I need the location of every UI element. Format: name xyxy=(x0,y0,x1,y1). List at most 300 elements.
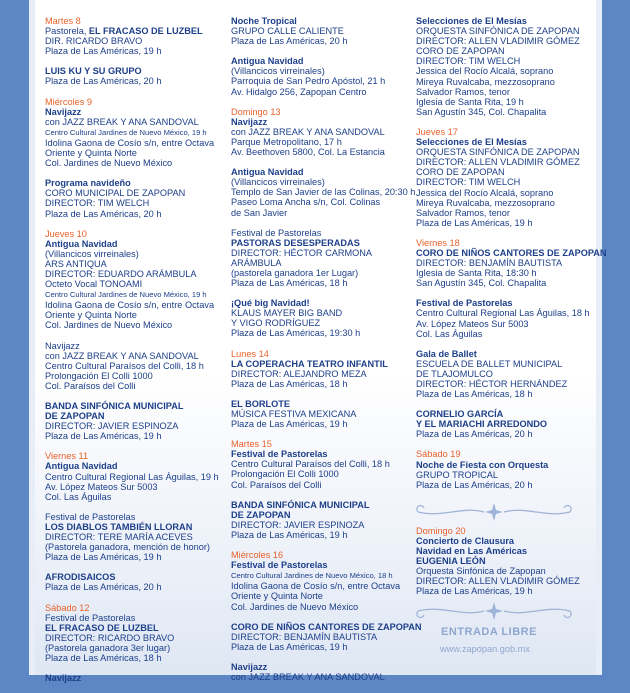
event-detail: ARS ANTIQUA xyxy=(45,258,107,269)
event-line xyxy=(231,258,413,268)
event-detail: Plaza de Las Américas, 19 h xyxy=(416,586,533,597)
event-detail: CORO DE ZAPOPAN xyxy=(416,46,505,57)
event-detail: CORO DE ZAPOPAN xyxy=(416,167,505,178)
website-link[interactable]: www.zapopan.gob.mx xyxy=(440,643,530,654)
event-line xyxy=(416,278,596,288)
event-line xyxy=(416,147,596,157)
event-line xyxy=(416,107,596,117)
event-line xyxy=(231,76,413,86)
event-line xyxy=(45,341,225,351)
event-detail: DIRECTOR: EDUARDO ARÁMBULA xyxy=(45,268,197,279)
event-title: Noche de Fiesta con Orquesta xyxy=(416,459,549,470)
event-detail: GRUPO TROPICAL xyxy=(416,469,499,480)
event-title: Antigua Navidad xyxy=(45,238,118,249)
event-detail: Plaza de Las Américas, 20 h xyxy=(231,36,348,47)
event-line xyxy=(231,672,413,682)
event-detail: Prolongación El Colli 1000 xyxy=(231,469,339,480)
date-text: Sábado 19 xyxy=(416,449,461,460)
event-title: Concierto de Clausura xyxy=(416,535,515,546)
event-line xyxy=(416,188,596,198)
event-line xyxy=(416,268,596,278)
event-block xyxy=(416,237,607,289)
event-line xyxy=(416,576,596,586)
event-detail: Plaza de Las Américas, 18 h xyxy=(45,652,162,663)
event-line xyxy=(45,209,225,219)
event-title: Antigua Navidad xyxy=(231,56,304,67)
event-detail: DE TLAJOMULCO xyxy=(416,368,493,379)
event-detail: Jessica del Rocío Alcalá, soprano xyxy=(416,66,554,77)
event-title: Festival de Pastorelas xyxy=(231,560,328,571)
event-detail: Col. Jardines de Nuevo México xyxy=(45,158,173,169)
event-detail: con JAZZ BREAK Y ANA SANDOVAL xyxy=(45,116,199,127)
event-block xyxy=(45,16,225,56)
event-line xyxy=(45,138,225,148)
event-title: CORO DE NIÑOS CANTORES DE ZAPOPAN xyxy=(416,247,607,258)
event-line xyxy=(45,431,225,441)
closing-event xyxy=(416,526,596,597)
event-date xyxy=(416,526,596,536)
event-detail: DIRECTOR: HÉCTOR HERNÁNDEZ xyxy=(416,379,568,389)
event-detail: Plaza de Las Américas, 20 h xyxy=(45,582,162,593)
event-block xyxy=(45,401,225,441)
event-detail: Mireya Ruvalcaba, mezzosoprano xyxy=(416,76,555,87)
event-title: Gala de Ballet xyxy=(416,348,477,359)
event-title: Festival de Pastorelas xyxy=(231,449,328,460)
event-title: BANDA SINFÓNICA MUNICIPAL xyxy=(231,499,370,510)
event-line xyxy=(416,566,596,576)
event-line xyxy=(45,633,225,643)
event-line xyxy=(416,379,596,389)
event-line xyxy=(416,556,596,566)
event-detail: DIRECTOR: TIM WELCH xyxy=(416,56,521,67)
event-line xyxy=(45,552,225,562)
event-line xyxy=(416,308,596,318)
event-line xyxy=(416,137,596,147)
event-line xyxy=(45,26,225,36)
event-line xyxy=(45,482,225,492)
event-detail: Plaza de Las Américas, 19 h xyxy=(231,419,348,430)
event-line xyxy=(416,546,596,556)
event-line xyxy=(416,66,596,76)
event-detail: ORQUESTA SINFÓNICA DE ZAPOPAN xyxy=(416,26,580,37)
event-line xyxy=(231,318,413,328)
event-line xyxy=(231,632,413,642)
event-line xyxy=(416,218,596,228)
event-detail: (Pastorela ganadora 3er lugar) xyxy=(45,642,171,653)
event-line xyxy=(416,258,596,268)
event-line xyxy=(231,228,413,238)
event-line xyxy=(231,268,413,278)
event-detail: DIRECTOR: BENJAMÍN BAUTISTA xyxy=(416,258,563,269)
event-detail: (Villancicos virreinales) xyxy=(231,66,325,77)
event-detail: Oriente y Quinta Norte xyxy=(45,148,137,159)
event-detail: (Villancicos virreinales) xyxy=(45,248,139,259)
event-detail: DIRECTOR: TIM WELCH xyxy=(45,198,150,209)
event-line xyxy=(416,298,596,308)
event-detail: Av. Beethoven 5800, Col. La Estancia xyxy=(231,147,385,158)
event-detail: Centro Cultural Regional Las Águilas, 18 h xyxy=(416,308,590,319)
event-detail: Pastorela, xyxy=(45,26,89,37)
event-line xyxy=(45,623,225,633)
event-line xyxy=(45,148,225,158)
event-line xyxy=(416,349,596,359)
event-line xyxy=(231,127,413,137)
event-line xyxy=(45,239,225,249)
event-line xyxy=(416,36,596,46)
event-line xyxy=(231,369,413,379)
event-line xyxy=(45,279,225,289)
event-detail: Col. Paraísos del Colli xyxy=(231,479,322,490)
event-line xyxy=(231,581,413,591)
event-detail: Y VIGO RODRÍGUEZ xyxy=(231,318,321,329)
event-date xyxy=(416,238,596,248)
event-line xyxy=(231,16,413,26)
event-block xyxy=(45,97,225,169)
event-detail: DIRECTOR: BENJAMÍN BAUTISTA xyxy=(231,631,378,642)
event-block xyxy=(45,229,225,331)
event-detail: Templo de San Javier de las Colinas, 20:30 h xyxy=(231,187,416,198)
event-line xyxy=(416,26,596,36)
event-block xyxy=(231,550,413,612)
event-block xyxy=(45,451,225,501)
event-line xyxy=(416,56,596,66)
event-detail: Centro Cultural Regional Las Águilas, 19 h xyxy=(45,471,219,482)
event-detail: Plaza de Las Américas, 19 h xyxy=(416,217,533,228)
event-detail: Iglesia de Santa Rita, 19 h xyxy=(416,96,524,107)
event-detail: CORO MUNICIPAL DE ZAPOPAN xyxy=(45,188,186,199)
event-line xyxy=(416,369,596,379)
event-line xyxy=(231,510,413,520)
event-detail: Col. Las Águilas xyxy=(416,328,483,339)
event-date xyxy=(45,451,225,461)
event-line xyxy=(45,401,225,411)
event-line xyxy=(231,298,413,308)
event-detail: GRUPO CALLE CALIENTE xyxy=(231,26,344,37)
event-line xyxy=(231,66,413,76)
event-title: Antigua Navidad xyxy=(45,461,118,472)
event-detail: con JAZZ BREAK Y ANA SANDOVAL xyxy=(45,350,199,361)
event-detail: DIRECTOR: HÉCTOR CARMONA xyxy=(231,247,373,258)
date-text: Martes 15 xyxy=(231,439,272,450)
event-detail: ESCUELA DE BALLET MUNICIPAL xyxy=(416,358,563,369)
event-detail: San Agustín 345, Col. Chapalita xyxy=(416,106,547,117)
event-detail: DIRECTOR: JAVIER ESPINOZA xyxy=(231,519,365,530)
event-line xyxy=(45,158,225,168)
event-block xyxy=(416,449,596,489)
date-text: Viernes 18 xyxy=(416,237,460,248)
event-line xyxy=(231,137,413,147)
event-block xyxy=(231,500,413,540)
event-line xyxy=(45,522,225,532)
event-line xyxy=(45,461,225,471)
event-line xyxy=(45,117,225,127)
event-title: Antigua Navidad xyxy=(231,167,304,178)
event-line xyxy=(45,269,225,279)
event-date xyxy=(231,439,413,449)
event-detail: Festival de Pastorelas xyxy=(45,612,136,623)
event-title: EL FRACASO DE LUZBEL xyxy=(45,622,159,633)
event-block xyxy=(45,603,225,664)
event-line xyxy=(231,197,413,207)
event-line xyxy=(45,371,225,381)
event-line xyxy=(231,469,413,479)
free-entry-label: ENTRADA LIBRE xyxy=(441,625,537,638)
event-line xyxy=(231,621,422,632)
event-line xyxy=(416,97,596,107)
event-line xyxy=(416,167,596,177)
event-detail: Oriente y Quinta Norte xyxy=(231,591,323,602)
event-detail: Orquesta Sinfónica de Zapopan xyxy=(416,566,546,577)
event-detail: (Villancicos virreinales) xyxy=(231,177,325,188)
event-detail: Festival de Pastorelas xyxy=(231,227,322,238)
event-title: Navijazz xyxy=(45,673,82,684)
event-line xyxy=(416,329,596,339)
event-detail: Av. Hidalgo 256, Zapopan Centro xyxy=(231,86,367,97)
event-detail: DIRECTOR: JAVIER ESPINOZA xyxy=(45,421,179,432)
event-detail: Av. López Mateos Sur 5003 xyxy=(416,318,529,329)
event-line xyxy=(416,460,596,470)
event-line xyxy=(45,76,225,86)
event-title: EUGENIA LEÓN xyxy=(416,556,486,567)
event-detail: Prolongación El Colli 1000 xyxy=(45,370,153,381)
event-title: EL BORLOTE xyxy=(231,398,291,409)
event-block xyxy=(45,572,225,592)
event-line xyxy=(45,127,225,138)
event-line xyxy=(416,536,596,546)
event-detail: Jessica del Rocío Alcalá, soprano xyxy=(416,187,554,198)
event-detail: Paseo Loma Ancha s/n, Col. Colinas xyxy=(231,197,381,208)
event-block xyxy=(45,512,225,562)
event-block xyxy=(231,107,413,157)
event-detail: Plaza de Las Américas, 19 h xyxy=(231,529,348,540)
event-line xyxy=(45,107,225,117)
event-line xyxy=(45,472,225,482)
date-text: Lunes 14 xyxy=(231,348,269,359)
event-line xyxy=(231,480,413,490)
event-detail: DIRECTOR: ALLEN VLADIMIR GÓMEZ xyxy=(416,576,580,587)
event-block xyxy=(416,409,596,439)
event-detail: DIR. RICARDO BRAVO xyxy=(45,36,143,47)
event-detail: con JAZZ BREAK Y ANA SANDOVAL xyxy=(231,671,385,682)
event-line xyxy=(45,46,225,56)
event-detail: Plaza de Las Américas, 20 h xyxy=(45,76,162,87)
event-block xyxy=(231,662,413,682)
event-detail: DIRECTOR: ALEJANDRO MEZA xyxy=(231,368,367,379)
event-block xyxy=(45,66,225,86)
event-line xyxy=(231,419,413,429)
event-line xyxy=(231,278,413,288)
event-line xyxy=(45,613,225,623)
event-detail: DIRECTOR: TIM WELCH xyxy=(416,177,521,188)
date-text: Martes 8 xyxy=(45,16,81,26)
event-line xyxy=(45,249,225,259)
event-line xyxy=(45,542,225,552)
date-text: Sábado 12 xyxy=(45,602,90,613)
event-line xyxy=(231,459,413,469)
event-detail: Plaza de Las Américas, 18 h xyxy=(416,389,533,400)
event-line xyxy=(231,602,413,612)
event-title: Navidad en Las Américas xyxy=(416,546,527,557)
event-detail: Parroquia de San Pedro Apóstol, 21 h xyxy=(231,76,386,87)
event-line xyxy=(416,429,596,439)
event-detail: Centro Cultural Jardines de Nuevo México, 19 h xyxy=(45,127,207,137)
event-block xyxy=(416,127,596,228)
event-title: LOS DIABLOS TAMBIÉN LLORAN xyxy=(45,521,193,532)
event-date xyxy=(45,229,225,239)
event-detail: Plaza de Las Américas, 18 h xyxy=(231,378,348,389)
event-detail: Plaza de Las Américas, 19:30 h xyxy=(231,328,361,339)
event-line xyxy=(231,379,413,389)
event-line xyxy=(231,560,413,570)
event-title: Selecciones de El Mesías xyxy=(416,137,527,148)
event-block xyxy=(231,228,413,289)
event-line xyxy=(416,16,596,26)
event-detail: Mireya Ruvalcaba, mezzosoprano xyxy=(416,197,555,208)
date-text: Domingo 13 xyxy=(231,106,281,117)
event-block xyxy=(231,56,413,96)
event-title: DE ZAPOPAN xyxy=(45,411,105,422)
event-line xyxy=(231,147,413,157)
event-line xyxy=(231,56,413,66)
ornament-bottom-icon xyxy=(412,599,576,623)
event-detail: Col. Las Águilas xyxy=(45,491,112,502)
event-detail: Av. López Mateos Sur 5003 xyxy=(45,481,158,492)
event-block xyxy=(231,16,413,46)
event-title: Selecciones de El Mesías xyxy=(416,16,527,26)
event-title: BANDA SINFÓNICA MUNICIPAL xyxy=(45,401,184,411)
event-detail: Salvador Ramos, tenor xyxy=(416,207,510,218)
event-line xyxy=(45,421,225,431)
event-title: AFRODISAICOS xyxy=(45,572,116,583)
event-detail: Idolina Gaona de Cosío s/n, entre Octava xyxy=(231,581,401,592)
event-line xyxy=(231,187,416,198)
event-detail: Col. Jardines de Nuevo México xyxy=(45,320,173,331)
event-title: LA COPERACHA TEATRO INFANTIL xyxy=(231,358,388,369)
event-detail: Centro Cultural Paraísos del Colli, 18 h xyxy=(231,459,390,470)
event-title: DE ZAPOPAN xyxy=(231,509,291,520)
event-line xyxy=(231,500,413,510)
event-line xyxy=(45,198,225,208)
event-detail: Col. Paraísos del Colli xyxy=(45,380,136,391)
event-line xyxy=(45,411,225,421)
event-line xyxy=(416,77,596,87)
event-date xyxy=(231,107,413,117)
event-line xyxy=(231,409,413,419)
event-line xyxy=(231,530,413,540)
event-line xyxy=(231,208,413,218)
event-detail: (Pastorela ganadora, mención de honor) xyxy=(45,542,210,553)
event-line xyxy=(45,582,225,592)
event-detail: DIRECTOR: TERE MARÍA ACEVES xyxy=(45,532,193,543)
event-line xyxy=(231,26,413,36)
event-detail: ORQUESTA SINFÓNICA DE ZAPOPAN xyxy=(416,147,580,158)
event-detail: Centro Cultural Jardines de Nuevo México, 19 h xyxy=(45,290,207,300)
event-date xyxy=(45,16,225,26)
event-title: EL FRACASO DE LUZBEL xyxy=(88,26,203,37)
event-title: Programa navideño xyxy=(45,178,131,189)
event-title: Y EL MARIACHI ARREDONDO xyxy=(416,419,548,430)
event-detail: Iglesia de Santa Rita, 18:30 h xyxy=(416,268,537,279)
event-detail: Festival de Pastorelas xyxy=(45,511,136,522)
event-title: ¡Qué big Navidad! xyxy=(231,298,310,309)
event-detail: Plaza de Las Américas, 19 h xyxy=(45,46,162,57)
event-line xyxy=(231,36,413,46)
event-detail: de San Javier xyxy=(231,207,288,218)
event-line xyxy=(416,319,596,329)
event-line xyxy=(231,591,413,601)
column-3-events xyxy=(416,16,607,490)
event-block xyxy=(416,16,596,117)
event-line xyxy=(231,248,413,258)
event-date xyxy=(231,349,413,359)
event-date xyxy=(45,97,225,107)
event-detail: San Agustín 345, Col. Chapalita xyxy=(416,278,547,289)
event-line xyxy=(416,208,596,218)
event-line xyxy=(45,36,225,46)
event-detail: Plaza de Las Américas, 19 h xyxy=(231,641,348,652)
event-detail: DIRECTOR: ALLEN VLADIMIR GÓMEZ xyxy=(416,36,580,47)
event-detail: Plaza de Las Américas, 20 h xyxy=(416,479,533,490)
date-text: Jueves 10 xyxy=(45,228,87,239)
event-line xyxy=(416,586,596,596)
event-block xyxy=(416,298,596,338)
event-line xyxy=(45,300,225,310)
column-3 xyxy=(416,16,607,654)
event-date xyxy=(45,603,225,613)
event-date xyxy=(416,449,596,459)
event-block xyxy=(45,178,225,218)
event-detail: Parque Metropolitano, 17 h xyxy=(231,136,342,147)
event-block xyxy=(416,526,596,597)
event-detail: Navijazz xyxy=(45,340,80,351)
event-line xyxy=(45,310,225,320)
date-text: Viernes 11 xyxy=(45,451,89,462)
event-line xyxy=(231,570,413,581)
event-detail: Col. Jardines de Nuevo México xyxy=(231,601,359,612)
date-text: Miércoles 9 xyxy=(45,96,92,107)
date-text: Jueves 17 xyxy=(416,126,458,137)
event-detail: Plaza de Las Américas, 19 h xyxy=(45,431,162,442)
event-line xyxy=(45,653,225,663)
column-2 xyxy=(231,16,422,692)
event-detail: Plaza de Las Américas, 18 h xyxy=(231,278,348,289)
event-line xyxy=(231,238,413,248)
event-block xyxy=(45,341,225,391)
event-line xyxy=(45,572,225,582)
event-line xyxy=(416,389,596,399)
event-block xyxy=(231,621,422,652)
right-border-stripe xyxy=(596,0,602,675)
event-title: LUIS KU Y SU GRUPO xyxy=(45,66,142,77)
event-detail: Salvador Ramos, tenor xyxy=(416,86,510,97)
event-line xyxy=(231,520,413,530)
event-detail: ARÁMBULA xyxy=(231,257,282,268)
event-line xyxy=(231,167,413,177)
event-line xyxy=(45,259,225,269)
event-title: CORO DE NIÑOS CANTORES DE ZAPOPAN xyxy=(231,621,422,632)
event-detail: Idolina Gaona de Cosío s/n, entre Octava xyxy=(45,300,215,311)
event-line xyxy=(416,409,596,419)
event-line xyxy=(231,87,413,97)
event-line xyxy=(416,198,596,208)
event-line xyxy=(416,247,607,258)
event-title: Festival de Pastorelas xyxy=(416,298,513,309)
event-detail: Idolina Gaona de Cosío s/n, entre Octava xyxy=(45,137,215,148)
event-line xyxy=(231,642,413,652)
event-line xyxy=(45,381,225,391)
event-block xyxy=(231,349,413,389)
event-line xyxy=(231,449,413,459)
